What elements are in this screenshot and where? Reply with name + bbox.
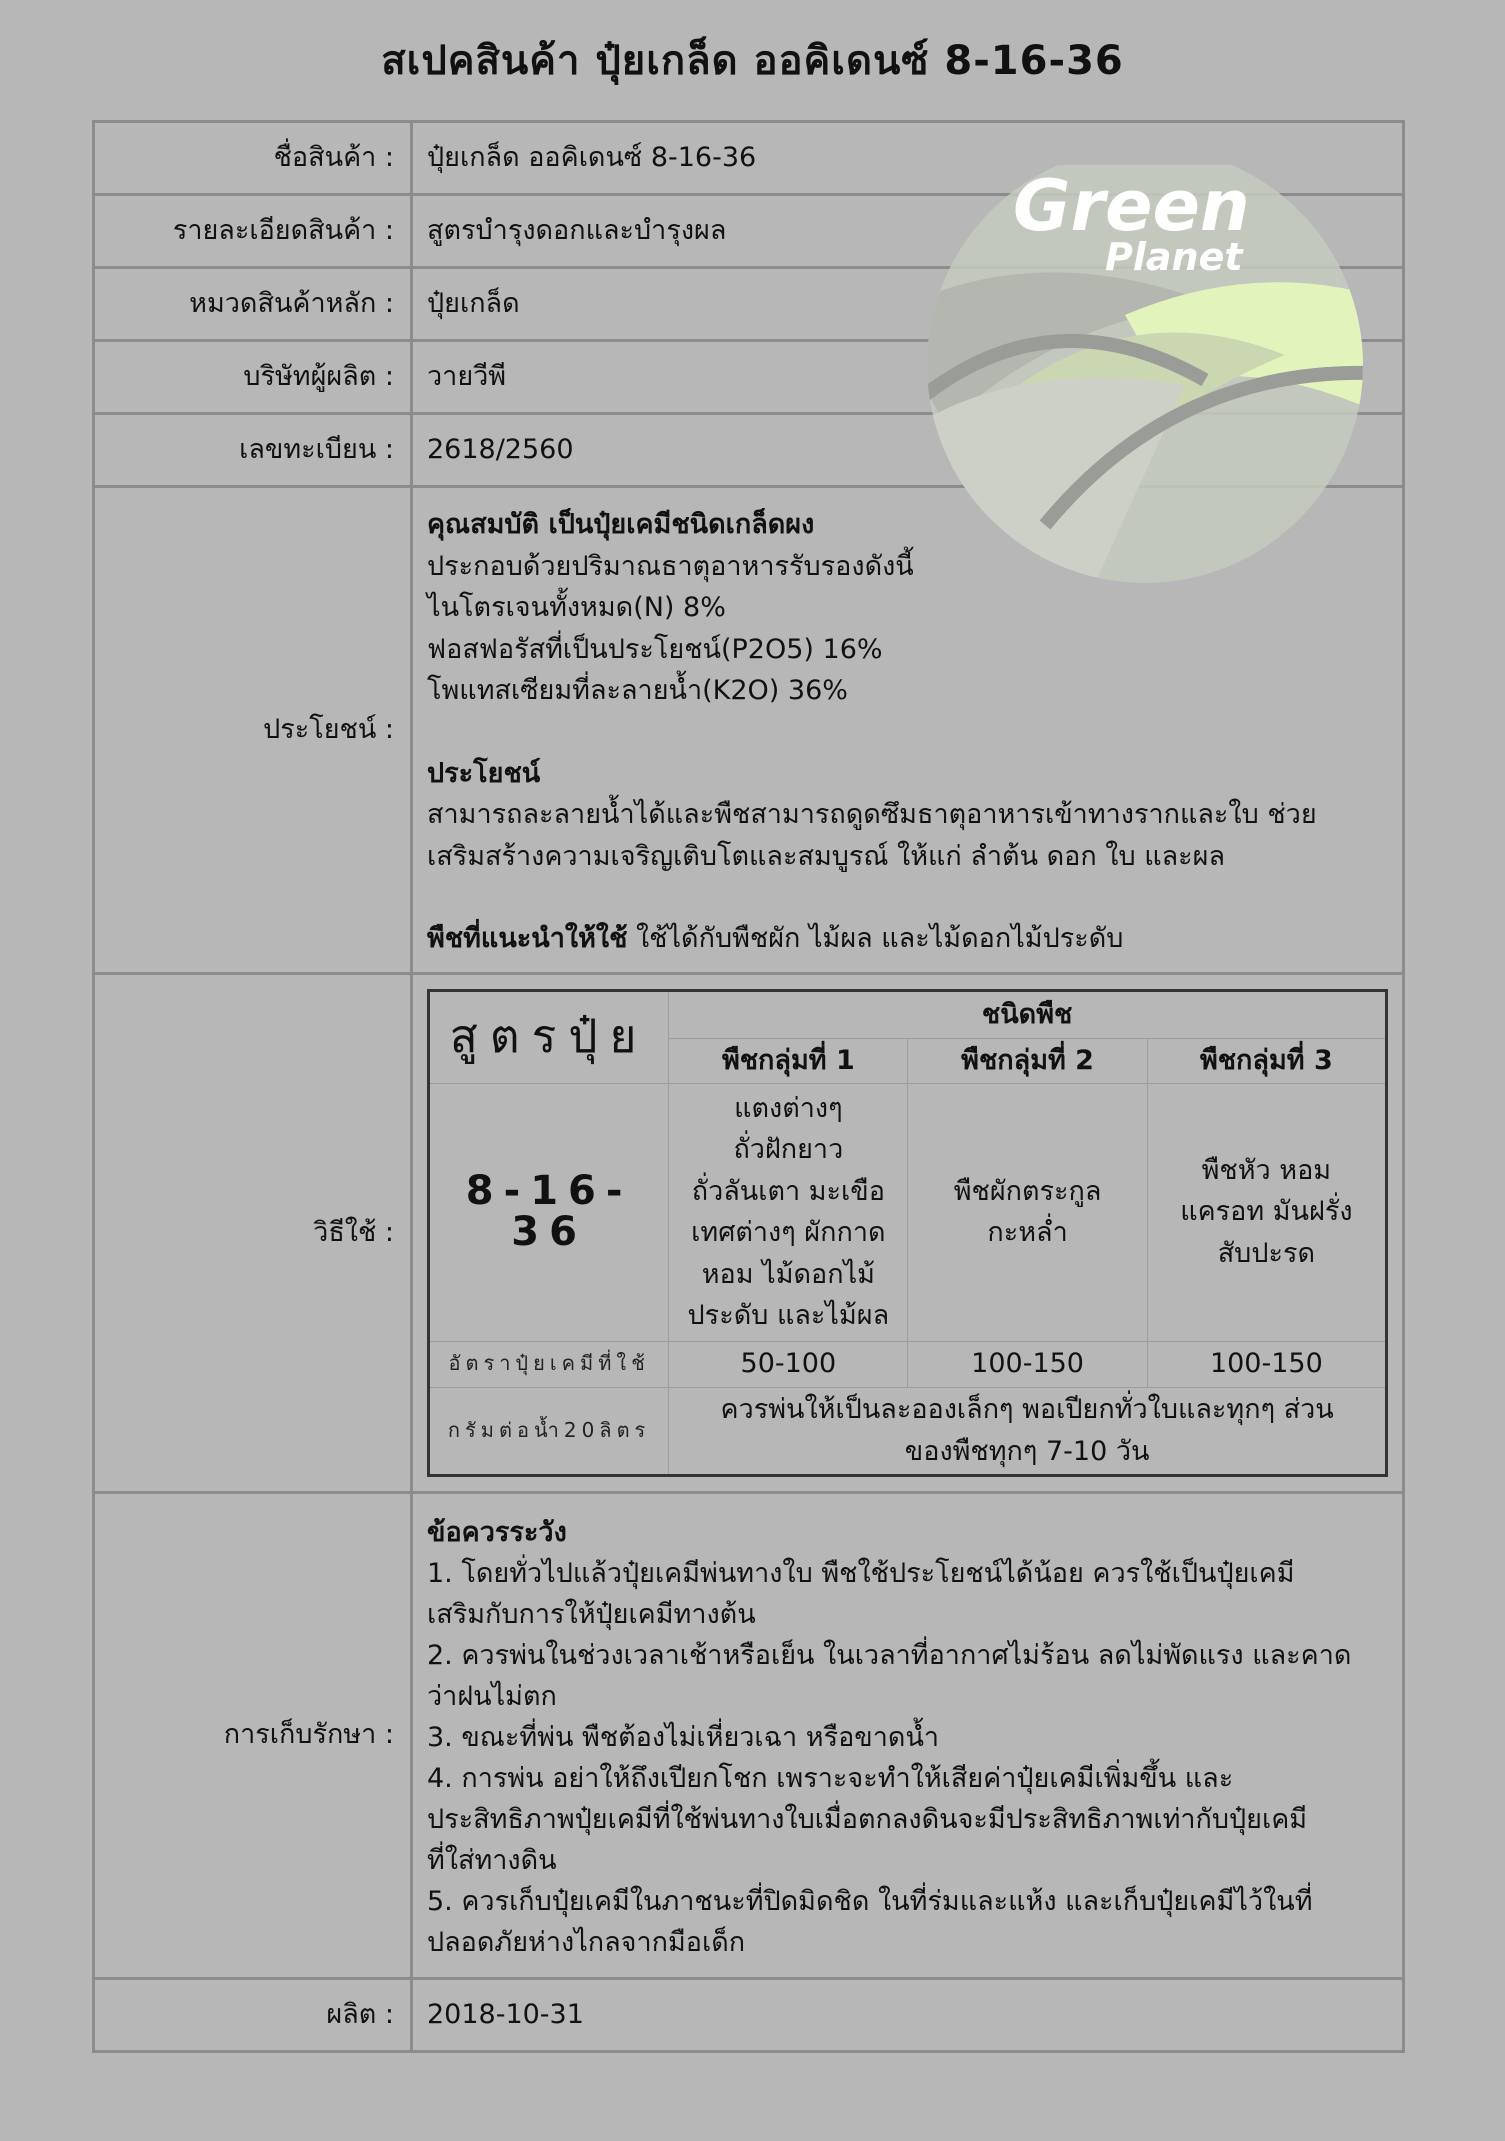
crop-line: หอม ไม้ดอกไม้ xyxy=(701,1258,875,1290)
unit-label: กรัมต่อน้ำ20ลิตร xyxy=(429,1387,669,1475)
crop-line: สับปะรด xyxy=(1217,1237,1315,1269)
crop-line: กะหล่ำ xyxy=(987,1217,1068,1248)
crop-group-3-list xyxy=(1147,1083,1386,1341)
rate-group-1: 50-100 xyxy=(669,1341,908,1387)
caution-line: 3. ขณะที่พ่น พืชต้องไม่เหี่ยวเฉา หรือขาดน้ำ xyxy=(427,1721,940,1753)
properties-line: ฟอสฟอรัสที่เป็นประโยชน์(P2O5) 16% xyxy=(427,633,883,665)
properties-line: ประกอบด้วยปริมาณธาตุอาหารรับรองดังนี้ xyxy=(427,550,914,582)
caution-line: ประสิทธิภาพปุ๋ยเคมีที่ใช้พ่นทางใบเมื่อตกลงดินจะมีประสิทธิภาพเท่ากับปุ๋ยเคมี xyxy=(427,1803,1308,1835)
value-registration: 2618/2560 xyxy=(412,414,1404,487)
rate-group-2: 100-150 xyxy=(908,1341,1147,1387)
label-maker: บริษัทผู้ผลิต : xyxy=(94,341,412,414)
formula-value: 8-16-36 xyxy=(429,1083,669,1341)
label-product-detail: รายละเอียดสินค้า : xyxy=(94,195,412,268)
caution-line: ที่ใส่ทางดิน xyxy=(427,1844,557,1876)
row-usage xyxy=(94,973,1404,1492)
spray-instructions xyxy=(669,1387,1387,1475)
crop-line: พืชหัว หอม xyxy=(1201,1154,1332,1186)
usage-table xyxy=(427,989,1388,1477)
crop-group-1-header: พืชกลุ่มที่ 1 xyxy=(669,1038,908,1083)
crop-line: เทศต่างๆ ผักกาด xyxy=(691,1217,886,1248)
caution-line: 5. ควรเก็บปุ๋ยเคมีในภาชนะที่ปิดมิดชิด ในที่ร่มและแห้ง และเก็บปุ๋ยเคมีไว้ในที่ xyxy=(427,1885,1313,1917)
value-product-detail: สูตรบำรุงดอกและบำรุงผล xyxy=(412,195,1404,268)
crop-line: พืชผักตระกูล xyxy=(953,1175,1102,1207)
caution-line: ปลอดภัยห่างไกลจากมือเด็ก xyxy=(427,1926,746,1958)
crop-line: แตงต่างๆ xyxy=(734,1092,843,1124)
label-product-name: ชื่อสินค้า : xyxy=(94,122,412,195)
label-benefit: ประโยชน์ : xyxy=(94,487,412,974)
crop-group-1-list xyxy=(669,1083,908,1341)
rate-label: อัตราปุ๋ยเคมีที่ใช้ xyxy=(429,1341,669,1387)
spacer xyxy=(427,877,1388,918)
caution-title: ข้อควรระวัง xyxy=(427,1516,567,1548)
properties-line: ไนโตรเจนทั้งหมด(N) 8% xyxy=(427,592,726,623)
rate-group-3: 100-150 xyxy=(1147,1341,1386,1387)
benefit-title: ประโยชน์ xyxy=(427,757,541,789)
green-planet-logo xyxy=(885,165,1405,605)
recommend-text: ใช้ได้กับพืชผัก ไม้ผล และไม้ดอกไม้ประดับ xyxy=(627,923,1124,954)
caution-line: 4. การพ่น อย่าให้ถึงเปียกโชก เพราะจะทำให้เสียค่าปุ๋ยเคมีเพิ่มขึ้น และ xyxy=(427,1762,1234,1794)
recommend-line xyxy=(427,918,1388,960)
formula-header: สูตรปุ๋ย xyxy=(429,990,669,1083)
value-produced: 2018-10-31 xyxy=(412,1978,1404,2051)
value-usage xyxy=(412,973,1404,1492)
spacer xyxy=(427,712,1388,753)
value-category: ปุ๋ยเกล็ด xyxy=(412,268,1404,341)
caution-line: ว่าฝนไม่ตก xyxy=(427,1680,557,1712)
benefit-line: เสริมสร้างความเจริญเติบโตและสมบูรณ์ ให้แก่ ลำต้น ดอก ใบ และผล xyxy=(427,840,1226,872)
value-product-name: ปุ๋ยเกล็ด ออคิเดนซ์ 8-16-36 xyxy=(412,122,1404,195)
crop-line: ประดับ และไม้ผล xyxy=(687,1300,890,1331)
crop-line: แครอท มันฝรั่ง xyxy=(1180,1196,1353,1228)
value-storage xyxy=(412,1492,1404,1978)
label-storage: การเก็บรักษา : xyxy=(94,1492,412,1978)
crop-line: ถั่วฝักยาว xyxy=(733,1134,844,1165)
crop-type-header: ชนิดพืช xyxy=(669,990,1387,1038)
logo-text-planet: Planet xyxy=(1105,235,1243,279)
row-produced xyxy=(94,1978,1404,2051)
crop-group-3-header: พืชกลุ่มที่ 3 xyxy=(1147,1038,1386,1083)
logo-text-green: Green xyxy=(1013,165,1250,247)
properties-title: คุณสมบัติ เป็นปุ๋ยเคมีชนิดเกล็ดผง xyxy=(427,509,815,540)
crop-group-2-header: พืชกลุ่มที่ 2 xyxy=(908,1038,1147,1083)
caution-line: 1. โดยทั่วไปแล้วปุ๋ยเคมีพ่นทางใบ พืชใช้ประโยชน์ได้น้อย ควรใช้เป็นปุ๋ยเคมี xyxy=(427,1557,1295,1589)
label-usage: วิธีใช้ : xyxy=(94,973,412,1492)
crop-group-2-list xyxy=(908,1083,1147,1341)
caution-line: เสริมกับการให้ปุ๋ยเคมีทางต้น xyxy=(427,1598,756,1630)
label-registration: เลขทะเบียน : xyxy=(94,414,412,487)
properties-line: โพแทสเซียมที่ละลายน้ำ(K2O) 36% xyxy=(427,675,848,706)
caution-line: 2. ควรพ่นในช่วงเวลาเช้าหรือเย็น ในเวลาที่อากาศไม่ร้อน ลดไม่พัดแรง และคาด xyxy=(427,1639,1352,1671)
value-maker: วายวีพี xyxy=(412,341,1404,414)
label-produced: ผลิต : xyxy=(94,1978,412,2051)
spray-line: ควรพ่นให้เป็นละอองเล็กๆ พอเปียกทั่วใบและทุกๆ ส่วน xyxy=(720,1394,1334,1425)
benefit-line: สามารถละลายน้ำได้และพืชสามารถดูดซึมธาตุอาหารเข้าทางรากและใบ ช่วย xyxy=(427,799,1317,830)
label-category: หมวดสินค้าหลัก : xyxy=(94,268,412,341)
page-title: สเปคสินค้า ปุ๋ยเกล็ด ออคิเดนซ์ 8-16-36 xyxy=(381,38,1124,84)
crop-line: ถั่วลันเตา มะเขือ xyxy=(691,1175,885,1207)
recommend-title: พืชที่แนะนำให้ใช้ xyxy=(427,923,628,954)
spray-line: ของพืชทุกๆ 7-10 วัน xyxy=(904,1435,1150,1467)
row-storage xyxy=(94,1492,1404,1978)
